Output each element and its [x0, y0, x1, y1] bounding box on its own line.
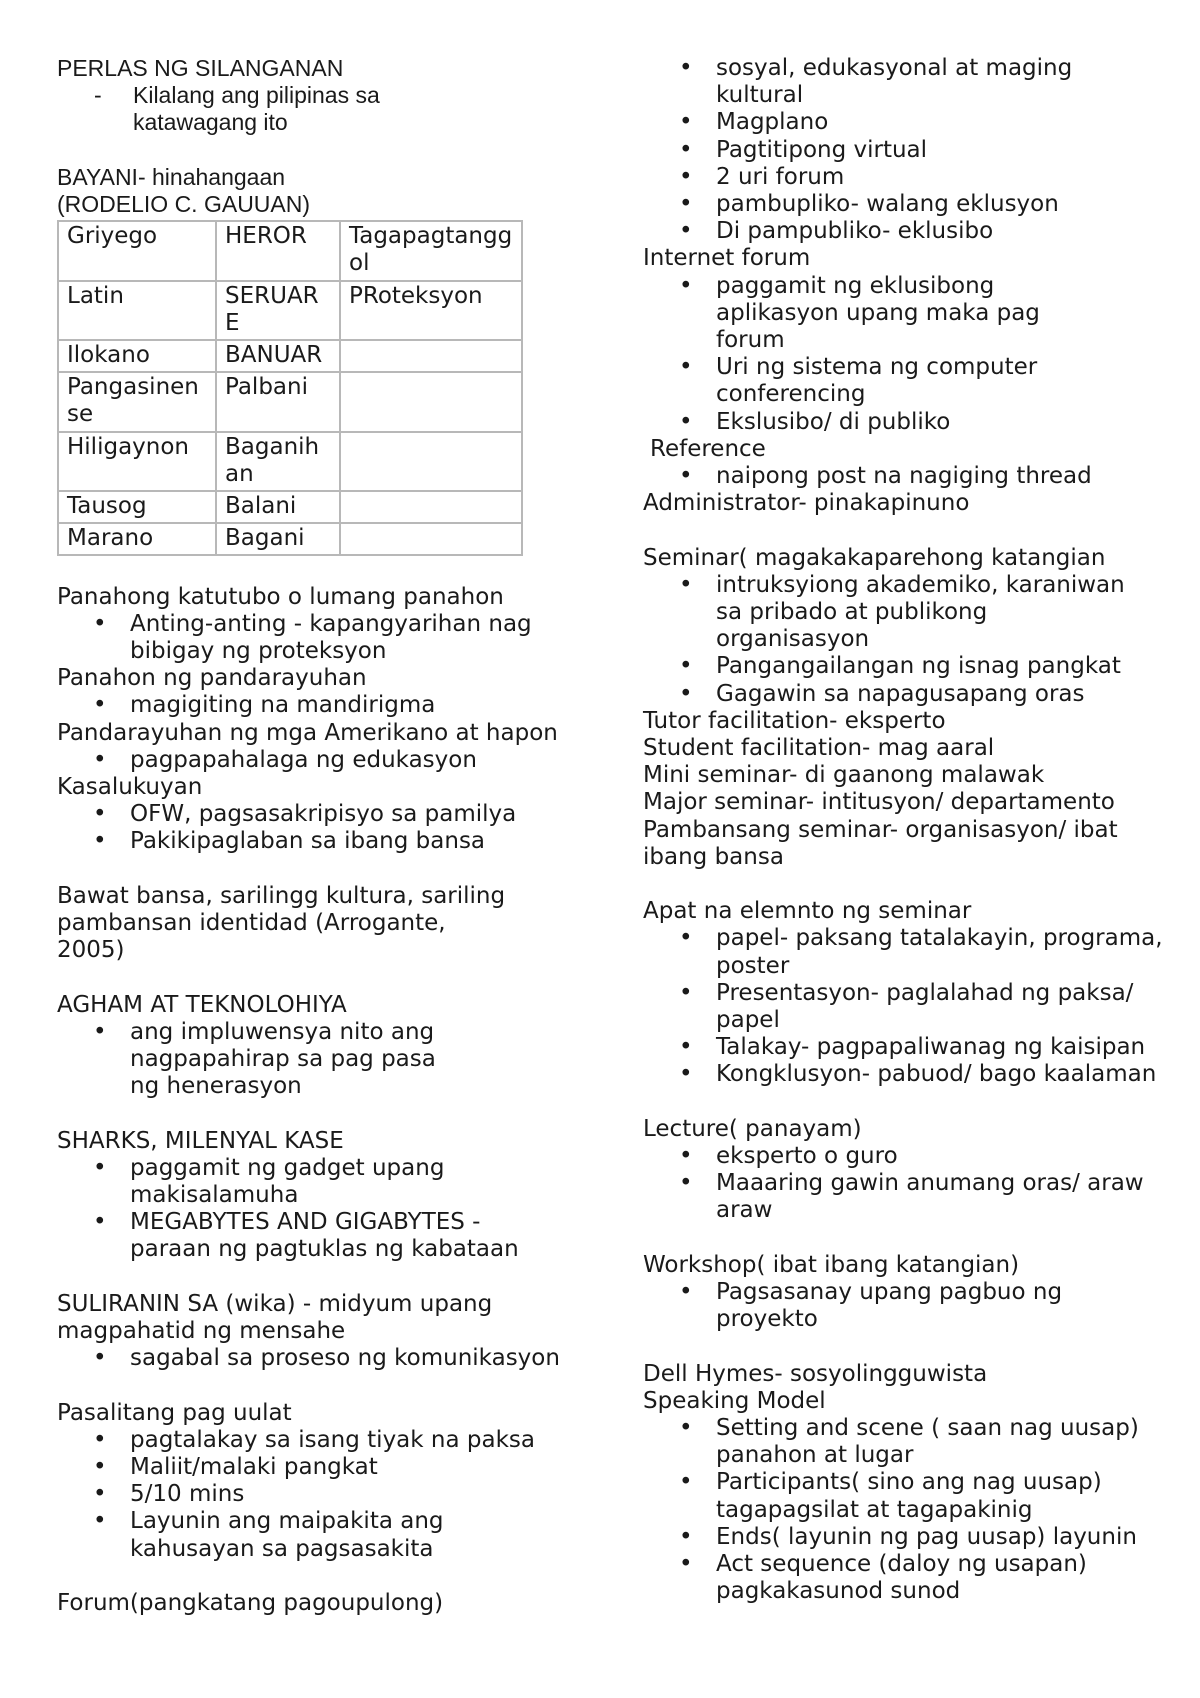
pandarayuhan-list [57, 692, 617, 719]
table-cell: HEROR [216, 221, 340, 280]
sharks-list [57, 1155, 567, 1264]
table-cell: Ilokano [58, 340, 216, 372]
paragraph: Bawat bansa, sarilingg kultura, sariling pambansan identidad (Arrogante, 2005) [57, 882, 506, 964]
table-cell: Balani [216, 491, 340, 523]
table-row [58, 281, 522, 340]
list-item: • Pagtitipong virtual [643, 137, 1093, 164]
list-item: • MEGABYTES AND GIGABYTES - paraan ng pagtuklas ng kabataan [57, 1209, 567, 1263]
list-item: • eksperto o guro [643, 1143, 1163, 1170]
list-item: • paggamit ng gadget upang makisalamuha [57, 1155, 567, 1209]
table-cell: PRoteksyon [340, 281, 522, 340]
list-item: • Act sequence (daloy ng usapan) pagkakasunod sunod [643, 1551, 1143, 1605]
list-item: • Gagawin sa napagusapang oras [643, 681, 1143, 708]
table-cell: Marano [58, 523, 216, 555]
section-heading: Speaking Model [643, 1387, 826, 1414]
section-heading: Forum(pangkatang pagoupulong) [57, 1590, 444, 1617]
list-item: • Uri ng sistema ng computer conferencing [643, 354, 1113, 408]
apat-list [643, 925, 1163, 1088]
major-line: Major seminar- intitusyon/ departamento [643, 789, 1115, 816]
bayani-line: BAYANI- hinahangaan [57, 163, 286, 190]
title-dash-list [57, 82, 617, 136]
left-column [57, 55, 617, 1617]
list-item: • 5/10 mins [57, 1481, 537, 1508]
right-column [643, 55, 1163, 1606]
list-item: • Pakikipaglaban sa ibang bansa [57, 828, 617, 855]
forum-list [643, 55, 1093, 245]
section-heading: Panahong katutubo o lumang panahon [57, 583, 504, 610]
section-heading: Seminar( magakakaparehong katangian [643, 544, 1106, 571]
list-item: • Maliit/malaki pangkat [57, 1454, 537, 1481]
list-item: • 2 uri forum [643, 164, 1093, 191]
table-cell [340, 523, 522, 555]
list-item: • Layunin ang maipakita ang kahusayan sa pagsasakita [57, 1508, 537, 1562]
workshop-list [643, 1279, 1083, 1333]
pasalitang-list [57, 1427, 537, 1563]
list-item: • Magplano [643, 109, 1093, 136]
list-item: • papel- paksang tatalakayin, programa, poster [643, 925, 1163, 979]
section-heading: Pandarayuhan ng mga Amerikano at hapon [57, 719, 558, 746]
list-item: - Kilalang ang pilipinas sa katawagang ito [57, 82, 433, 136]
table-cell: Griyego [58, 221, 216, 280]
table-cell: Hiligaynon [58, 432, 216, 491]
section-heading: Workshop( ibat ibang katangian) [643, 1251, 1020, 1278]
amerikano-list [57, 747, 617, 774]
section-heading: Reference [650, 435, 766, 462]
list-item: • Setting and scene ( saan nag uusap) panahon at lugar [643, 1415, 1143, 1469]
section-heading: AGHAM AT TEKNOLOHIYA [57, 991, 347, 1018]
lecture-list [643, 1143, 1163, 1225]
section-heading: Internet forum [643, 245, 811, 272]
table-cell: Pangasinense [58, 372, 216, 431]
list-item: • Di pampubliko- eklusibo [643, 218, 1093, 245]
internet-list [643, 273, 1113, 436]
list-item: • naipong post na nagiging thread [643, 463, 1163, 490]
list-item: • paggamit ng eklusibong aplikasyon upang maka pag forum [643, 273, 1113, 355]
section-heading: Apat na elemnto ng seminar [643, 898, 972, 925]
table-row [58, 432, 522, 491]
seminar-list [643, 572, 1143, 708]
pambansang-line: Pambansang seminar- organisasyon/ ibat ibang bansa [643, 816, 1118, 870]
table-cell: Bagani [216, 523, 340, 555]
section-heading: Panahon ng pandarayuhan [57, 665, 367, 692]
list-item: • Ends( layunin ng pag uusap) layunin [643, 1524, 1143, 1551]
table-row [58, 523, 522, 555]
list-item: • Kongklusyon- pabuod/ bago kaalaman [643, 1061, 1163, 1088]
table-row [58, 491, 522, 523]
section-heading: Lecture( panayam) [643, 1115, 862, 1142]
list-item: • OFW, pagsasakripisyo sa pamilya [57, 801, 617, 828]
section-heading: Pasalitang pag uulat [57, 1399, 292, 1426]
administrator-line: Administrator- pinakapinuno [643, 490, 970, 517]
table-cell: Tausog [58, 491, 216, 523]
list-item: • magigiting na mandirigma [57, 692, 617, 719]
table-cell [340, 340, 522, 372]
bayani-table [57, 220, 523, 556]
table-cell: Baganihan [216, 432, 340, 491]
list-item: • pagtalakay sa isang tiyak na paksa [57, 1427, 537, 1454]
list-item: • intruksyiong akademiko, karaniwan sa pribado at publikong organisasyon [643, 572, 1143, 654]
student-line: Student facilitation- mag aaral [643, 735, 995, 762]
section-heading: Kasalukuyan [57, 774, 203, 801]
speaking-list [643, 1415, 1143, 1605]
reference-list [643, 463, 1163, 490]
page-title: PERLAS NG SILANGANAN [57, 55, 344, 81]
table-cell: Palbani [216, 372, 340, 431]
list-item: • pambupliko- walang eklusyon [643, 191, 1093, 218]
kasalukuyan-list [57, 801, 617, 855]
table-cell: Latin [58, 281, 216, 340]
list-item: • Pagsasanay upang pagbuo ng proyekto [643, 1279, 1083, 1333]
list-item: • Talakay- pagpapaliwanag ng kaisipan [643, 1034, 1163, 1061]
section-heading: SHARKS, MILENYAL KASE [57, 1127, 344, 1154]
tutor-line: Tutor facilitation- eksperto [643, 707, 946, 734]
table-cell [340, 432, 522, 491]
list-item: • Ekslusibo/ di publiko [643, 409, 1113, 436]
author-line: (RODELIO C. GAUUAN) [57, 191, 311, 217]
table-cell: SERUARE [216, 281, 340, 340]
list-item: • ang impluwensya nito ang nagpapahirap sa pag pasa ng henerasyon [57, 1019, 457, 1101]
mini-line: Mini seminar- di gaanong malawak [643, 762, 1045, 789]
section-heading: Dell Hymes- sosyolingguwista [643, 1360, 988, 1387]
suliranin-list [57, 1345, 617, 1372]
table-cell [340, 491, 522, 523]
list-item: • Anting-anting - kapangyarihan nag bibigay ng proteksyon [57, 611, 617, 665]
katutubo-list [57, 611, 617, 665]
list-item: • sagabal sa proseso ng komunikasyon [57, 1345, 617, 1372]
table-cell [340, 372, 522, 431]
table-row [58, 221, 522, 280]
table-cell: Tagapagtanggol [340, 221, 522, 280]
list-item: • Participants( sino ang nag uusap) tagapagsilat at tagapakinig [643, 1469, 1143, 1523]
list-item: • Maaaring gawin anumang oras/ araw araw [643, 1170, 1163, 1224]
section-heading: SULIRANIN SA (wika) - midyum upang magpahatid ng mensahe [57, 1290, 493, 1345]
list-item: • pagpapahalaga ng edukasyon [57, 747, 617, 774]
agham-list [57, 1019, 457, 1101]
table-cell: BANUAR [216, 340, 340, 372]
list-item: • sosyal, edukasyonal at maging kultural [643, 55, 1093, 109]
table-row [58, 340, 522, 372]
list-item: • Presentasyon- paglalahad ng paksa/ papel [643, 980, 1163, 1034]
table-row [58, 372, 522, 431]
list-item: • Pangangailangan ng isnag pangkat [643, 653, 1143, 680]
